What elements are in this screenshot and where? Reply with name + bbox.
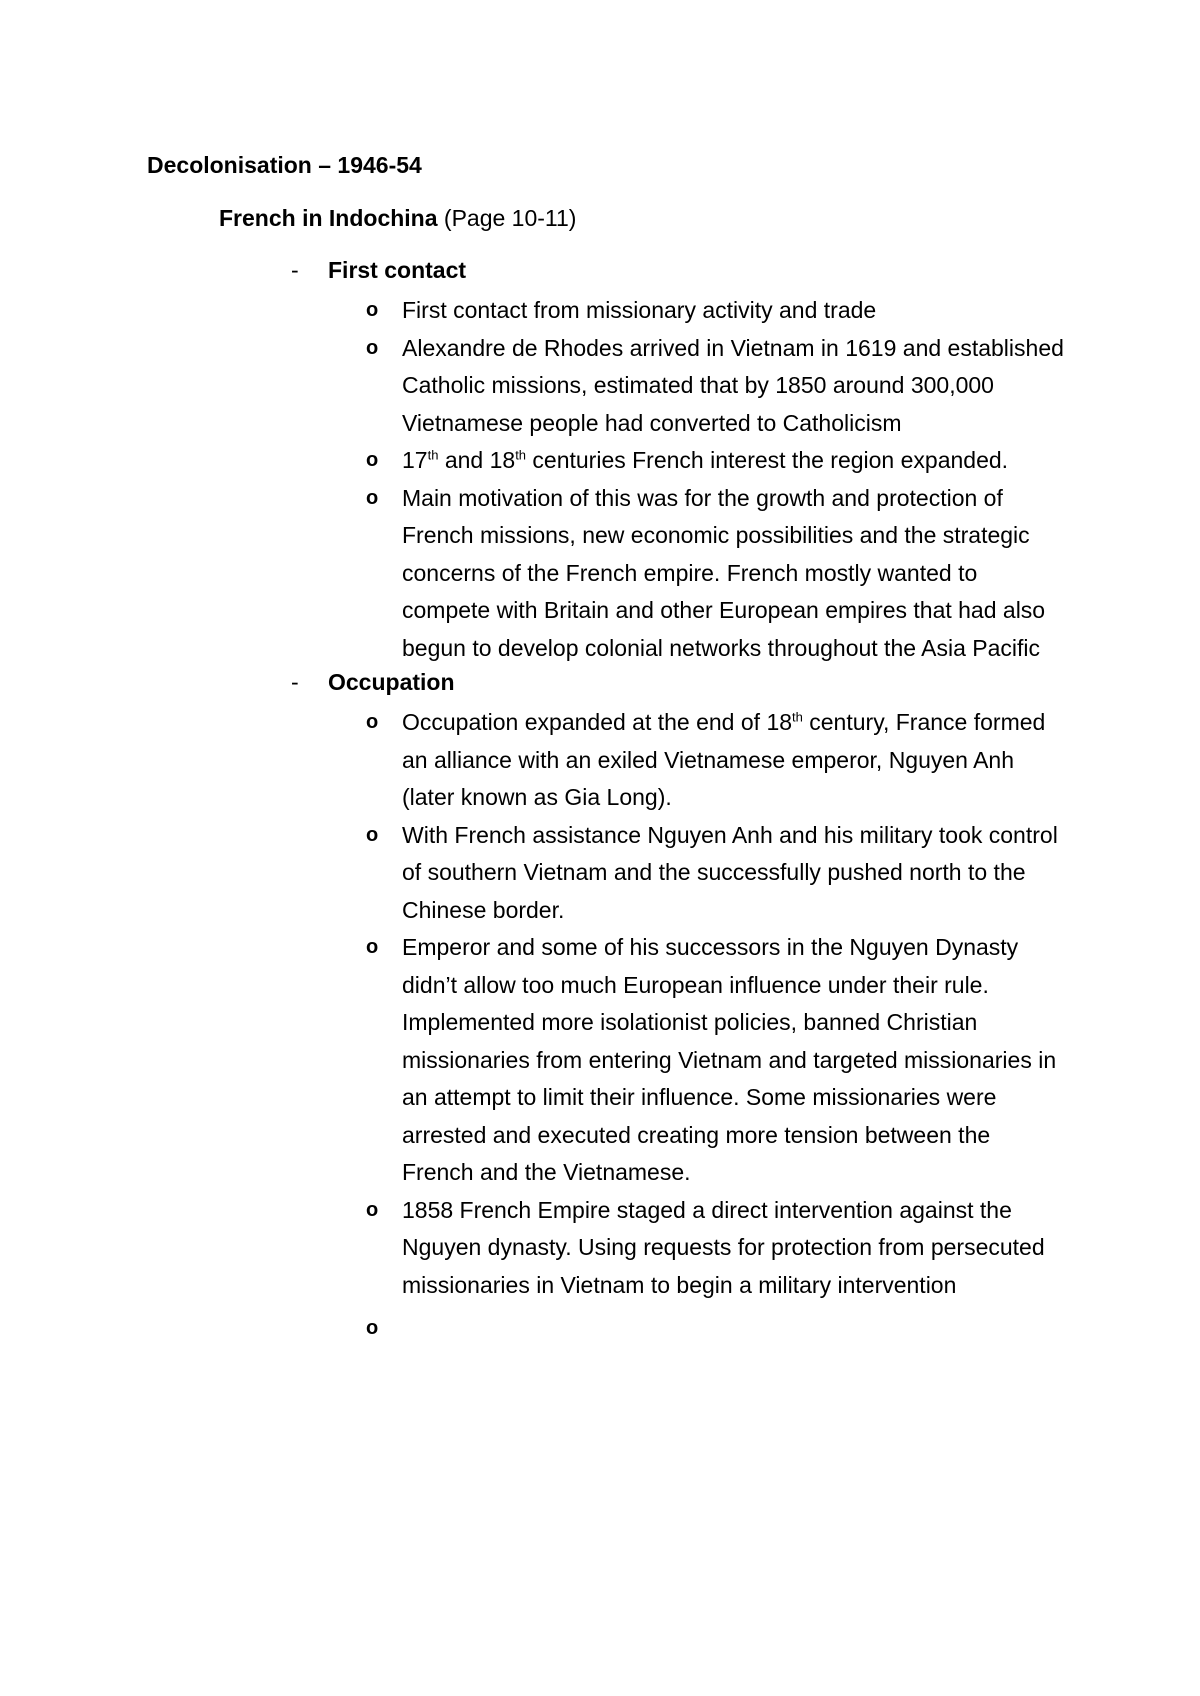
superscript: th (515, 447, 527, 463)
bullet-marker: o (366, 486, 379, 509)
dash-marker: - (291, 257, 299, 283)
bullet-marker: o (366, 936, 379, 958)
document-title: Decolonisation – 1946-54 (147, 152, 422, 178)
section-heading (0, 667, 1200, 704)
text-run: Emperor and some of his successors in the Nguyen Dynasty didn’t allow too much European influence under their rule. Implemented more isolationist policies, banned Christian missionaries from entering Vietnam and targeted missionaries in an attempt to limit their influence. Some missionaries were arrested and executed creating more tension between the French and the Vietnamese. (402, 934, 1057, 1185)
list-item-text (402, 292, 1066, 330)
list-item (0, 292, 1066, 330)
list-item (0, 1192, 1066, 1305)
bullet-marker: o (366, 449, 379, 471)
text-run: With French assistance Nguyen Anh and his military took control of southern Vietnam and the successfully pushed north to the Chinese border. (402, 821, 1058, 923)
text-run: and 18 (438, 447, 516, 473)
section-title: First contact (328, 257, 467, 283)
text-run: century, France formed an alliance with an exiled Vietnamese emperor, Nguyen Anh (later known as Gia Long). (402, 709, 1046, 810)
text-run: 1858 French Empire staged a direct intervention against the Nguyen dynasty. Using requests for protection from persecuted missionaries in Vietnam to begin a military intervention (402, 1196, 1045, 1298)
bullet-marker: o (366, 823, 379, 846)
list-item-text (402, 817, 1066, 930)
list-item (0, 1310, 1066, 1354)
section-list (0, 255, 1200, 1354)
section-heading (0, 255, 1200, 292)
text-run: Alexandre de Rhodes arrived in Vietnam in 1619 and established Catholic missions, estimated that by 1850 around 300,000 Vietnamese people had converted to Catholicism (402, 334, 1064, 436)
list-item-text (402, 704, 1066, 817)
bullet-marker: o (366, 299, 379, 321)
text-run: Occupation expanded at the end of 18 (402, 709, 793, 735)
section-title: Occupation (328, 669, 455, 695)
list-item-text (402, 929, 1066, 1192)
list-item-text (402, 330, 1066, 443)
list-item-text (402, 1192, 1066, 1305)
document-subtitle (219, 203, 576, 233)
superscript: th (427, 447, 439, 463)
list-item (0, 442, 1066, 480)
bullet-marker: o (366, 1198, 379, 1221)
list-item (0, 330, 1066, 443)
list-item (0, 929, 1066, 1192)
subtitle-rest: (Page 10-11) (437, 205, 577, 231)
text-run: First contact from missionary activity and trade (402, 297, 877, 323)
list-item (0, 704, 1066, 817)
bullet-marker: o (366, 711, 379, 733)
dash-marker: - (291, 669, 299, 695)
bullet-marker: o (366, 1317, 379, 1339)
superscript: th (792, 709, 803, 725)
text-run: Main motivation of this was for the growth and protection of French missions, new economic possibilities and the strategic concerns of the French empire. French mostly wanted to compete with Britain and other European empires that had also begun to develop colonial networks throughout the Asia Pacific (402, 484, 1046, 661)
subtitle-bold: French in Indochina (219, 205, 438, 231)
list-item (0, 817, 1066, 930)
list-item (0, 480, 1066, 668)
bullet-marker: o (366, 336, 379, 359)
list-item-text (402, 480, 1066, 668)
list-item-text (402, 442, 1066, 480)
text-run: 17 (402, 447, 428, 473)
text-run: centuries French interest the region expanded. (526, 447, 1009, 473)
